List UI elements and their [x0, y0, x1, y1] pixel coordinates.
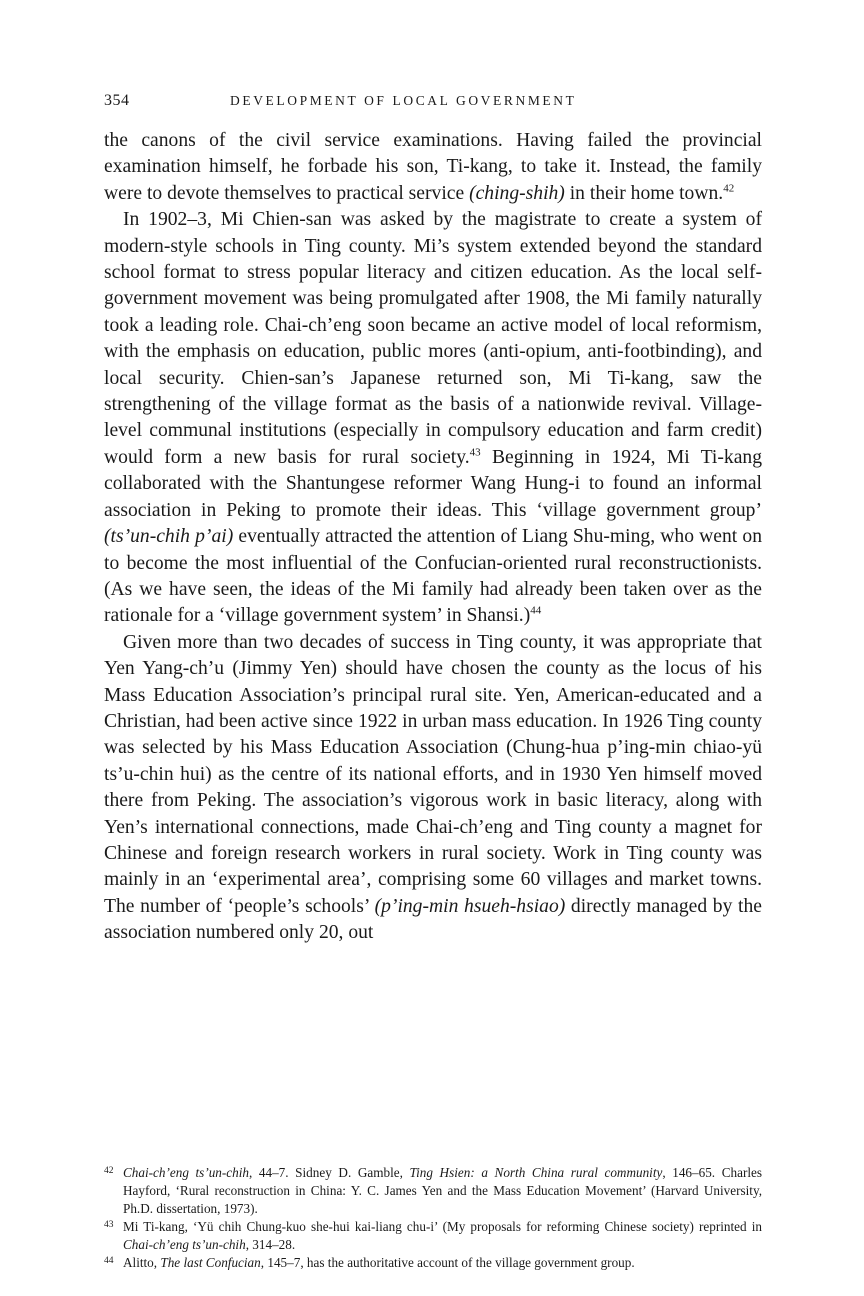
italic-term: (ts’un-chih p’ai)	[104, 526, 234, 548]
italic-term: (ching-shih)	[469, 182, 565, 204]
footnote-ref-44[interactable]: 44	[530, 604, 542, 617]
text-run: Beginning in 1924, Mi Ti-kang collaborated with the Shantungese reformer Wang Hung-i to found an informal association in Peking to promote their ideas. This ‘village government group’	[104, 446, 762, 521]
italic-title: Chai-ch’eng ts’un-chih	[123, 1237, 246, 1252]
text-run: , 44–7. Sidney D. Gamble,	[249, 1165, 410, 1180]
footnote-number: 43	[104, 1220, 114, 1230]
page-number: 354	[104, 92, 130, 109]
text-run: the canons of the civil service examinations. Having failed the provincial examination himself, he forbade his son, Ti-kang, to take it. Instead, the family were to devote themselves to practical service	[104, 130, 762, 204]
italic-title: Ting Hsien: a North China rural community	[409, 1165, 663, 1180]
footnote-42	[104, 1164, 762, 1218]
paragraph-2	[104, 207, 762, 630]
footnotes	[104, 1164, 762, 1272]
text-run: Mi Ti-kang, ‘Yü chih Chung-kuo she-hui kai-liang chu-i’ (My proposals for reforming Chinese society) reprinted in	[123, 1219, 762, 1234]
footnote-ref-43[interactable]: 43	[469, 446, 481, 459]
italic-title: Chai-ch’eng ts’un-chih	[123, 1165, 249, 1180]
text-run: In 1902–3, Mi Chien-san was asked by the magistrate to create a system of modern-style schools in Ting county. Mi’s system extended beyond the standard school format to stress popular literacy and citizen education. As the local self-government movement was being promulgated after 1908, the Mi family naturally took a leading role. Chai-ch’eng soon became an active model of local reformism, with the emphasis on education, public mores (anti-opium, anti-footbinding), and local security. Chien-san’s Japanese returned son, Mi Ti-kang, saw the strengthening of the village format as the basis of a nationwide revival. Village-level communal institutions (especially in compulsory education and farm credit) would form a new basis for rural society.	[104, 209, 762, 468]
text-run: Given more than two decades of success in Ting county, it was appropriate that Yen Yang-ch’u (Jimmy Yen) should have chosen the county as the locus of his Mass Education Association’s principal rural site. Yen, American-educated and a Christian, had been active since 1922 in urban mass education. In 1926 Ting county was selected by his Mass Education Association (Chung-hua p’ing-min chiao-yü ts’u-chin hui) as the centre of its national efforts, and in 1930 Yen himself moved there from Peking. The association’s vigorous work in basic literacy, along with Yen’s international connections, made Chai-ch’eng and Ting county a magnet for Chinese and foreign research workers in rural society. Work in Ting county was mainly in an ‘experimental area’, comprising some 60 villages and market towns. The number of ‘people’s schools’	[104, 631, 762, 917]
footnote-44	[104, 1254, 762, 1272]
italic-term: (p’ing-min hsueh-hsiao)	[374, 895, 566, 917]
paragraph-3	[104, 630, 762, 947]
running-head	[104, 86, 762, 116]
italic-title: The last Confucian	[160, 1255, 261, 1270]
text-run: , 314–28.	[245, 1237, 296, 1252]
running-head-title: DEVELOPMENT OF LOCAL GOVERNMENT	[230, 93, 577, 108]
footnote-number: 44	[104, 1256, 114, 1266]
text-run: , 145–7, has the authoritative account of the village government group.	[260, 1255, 635, 1270]
text-run: , 146–65. Charles Hayford, ‘Rural reconstruction in China: Y. C. James Yen and the Mass Education Movement’ (Harvard University, Ph.D. dissertation, 1973).	[123, 1165, 762, 1216]
text-run: in their home town.	[564, 182, 724, 204]
text-run: eventually attracted the attention of Liang Shu-ming, who went on to become the most influential of the Confucian-oriented rural reconstructionists. (As we have seen, the ideas of the Mi family had already been taken over as the rationale for a ‘village government system’ in Shansi.)	[104, 526, 762, 627]
footnote-ref-42[interactable]: 42	[723, 182, 735, 195]
paragraph-1	[104, 128, 762, 207]
text-run: directly managed by the association numbered only 20, out	[104, 895, 762, 944]
body-text	[104, 128, 762, 947]
text-run: Alitto,	[123, 1255, 161, 1270]
page	[104, 86, 762, 947]
footnote-number: 42	[104, 1166, 114, 1176]
footnote-43	[104, 1218, 762, 1254]
